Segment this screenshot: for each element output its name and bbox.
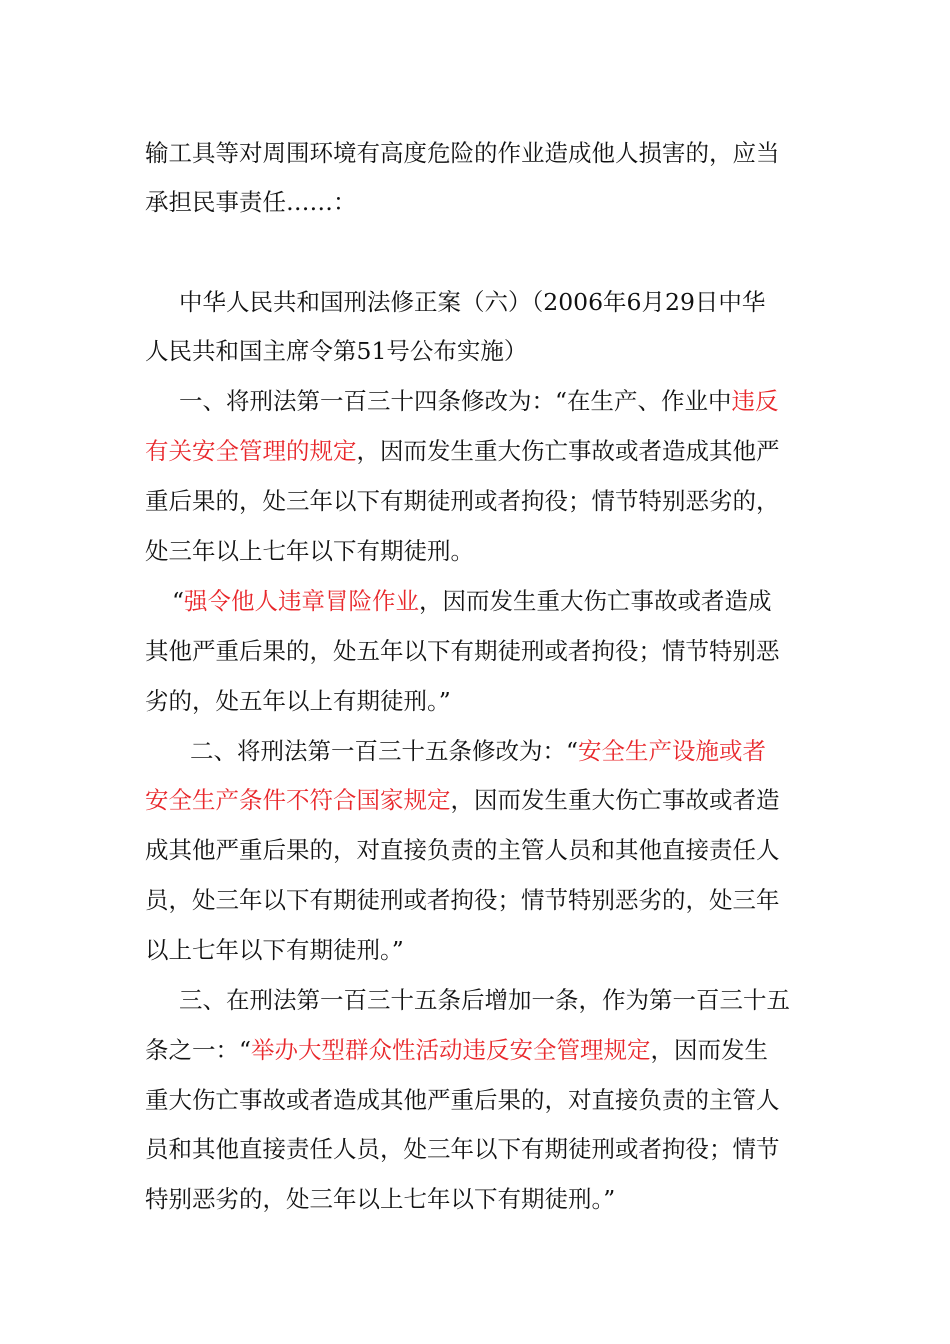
text: 中华人民共和国刑法修正案（六）（2006年6月29日中华 xyxy=(179,288,766,316)
article-1-line-2 xyxy=(145,436,780,466)
text: 员和其他直接责任人员，处三年以下有期徒刑或者拘役；情节 xyxy=(145,1135,780,1163)
article-2-line-1 xyxy=(190,736,766,766)
article-3-line-5 xyxy=(145,1184,615,1214)
intro-line-2 xyxy=(145,187,357,217)
article-1-line-4 xyxy=(145,536,474,566)
text: 一、将刑法第一百三十四条修改为：“在生产、作业中 xyxy=(179,387,732,415)
article-2-line-4 xyxy=(145,885,780,915)
text: 员，处三年以下有期徒刑或者拘役；情节特别恶劣的，处三年 xyxy=(145,886,780,914)
highlighted-text: 违反 xyxy=(731,387,779,415)
highlighted-text: 举办大型群众性活动违反安全管理规定 xyxy=(251,1036,651,1064)
highlighted-text: 安全生产设施或者 xyxy=(578,737,767,765)
highlighted-text: 有关安全管理的规定 xyxy=(145,437,357,465)
text: 二、将刑法第一百三十五条修改为：“ xyxy=(190,737,579,765)
text: 以上七年以下有期徒刑。” xyxy=(145,936,404,964)
article-1-line-1 xyxy=(179,386,779,416)
article-2-line-3 xyxy=(145,835,780,865)
text: 承担民事责任……： xyxy=(145,188,357,216)
text: 人民共和国主席令第51号公布实施） xyxy=(145,337,528,365)
article-3-line-2 xyxy=(145,1035,768,1065)
text: 成其他严重后果的，对直接负责的主管人员和其他直接责任人 xyxy=(145,836,780,864)
article-3-line-1 xyxy=(179,985,790,1015)
highlighted-text: 安全生产条件不符合国家规定 xyxy=(145,786,451,814)
text: 三、在刑法第一百三十五条后增加一条，作为第一百三十五 xyxy=(179,986,790,1014)
article-3-line-4 xyxy=(145,1134,780,1164)
article-2-line-5 xyxy=(145,935,404,965)
text: 条之一：“ xyxy=(145,1036,252,1064)
article-3-line-3 xyxy=(145,1085,780,1115)
article-1-line-3 xyxy=(145,486,780,516)
text: 重大伤亡事故或者造成其他严重后果的，对直接负责的主管人 xyxy=(145,1086,780,1114)
article-1b-line-2 xyxy=(145,636,780,666)
text: 特别恶劣的，处三年以上七年以下有期徒刑。” xyxy=(145,1185,616,1213)
article-2-line-2 xyxy=(145,785,780,815)
text: 劣的，处五年以上有期徒刑。” xyxy=(145,687,451,715)
text: 处三年以上七年以下有期徒刑。 xyxy=(145,537,474,565)
text: ，因而发生重大伤亡事故或者造 xyxy=(450,786,780,814)
text: “ xyxy=(172,587,185,615)
amendment-heading-line-1 xyxy=(179,287,765,317)
text: ，因而发生重大伤亡事故或者造成其他严 xyxy=(356,437,780,465)
article-1b-line-3 xyxy=(145,686,451,716)
text: 重后果的，处三年以下有期徒刑或者拘役；情节特别恶劣的， xyxy=(145,487,780,515)
text: ，因而发生 xyxy=(650,1036,769,1064)
amendment-heading-line-2 xyxy=(145,336,527,366)
highlighted-text: 强令他人违章冒险作业 xyxy=(184,587,420,615)
text: ，因而发生重大伤亡事故或者造成 xyxy=(419,587,772,615)
text: 其他严重后果的，处五年以下有期徒刑或者拘役；情节特别恶 xyxy=(145,637,780,665)
intro-line-1 xyxy=(145,138,780,168)
text: 输工具等对周围环境有高度危险的作业造成他人损害的，应当 xyxy=(145,139,780,167)
article-1b-line-1 xyxy=(172,586,772,616)
